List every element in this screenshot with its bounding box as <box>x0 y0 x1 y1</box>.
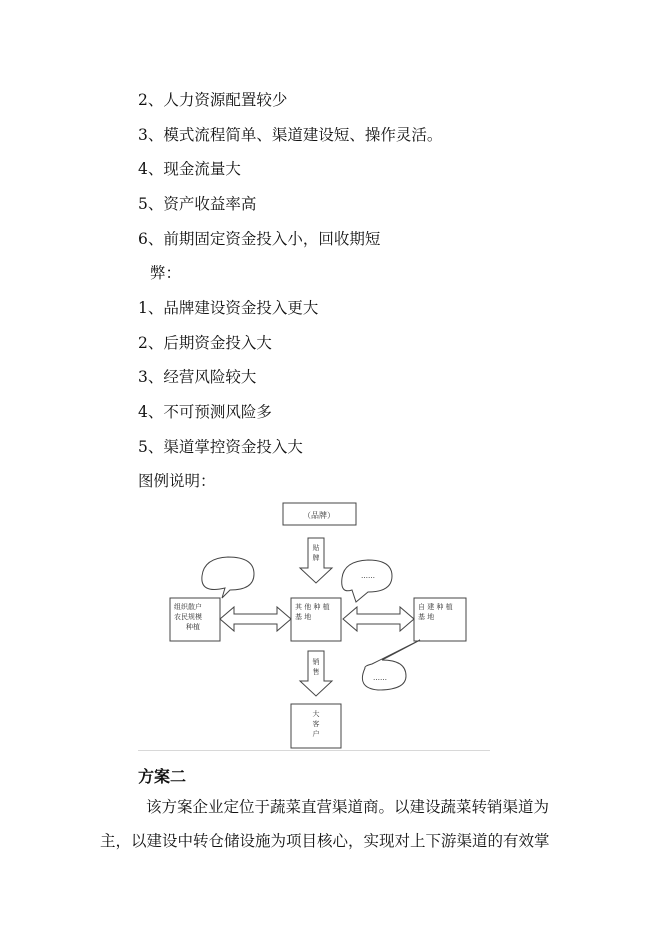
bubble-text: …… <box>373 674 387 682</box>
customer-box-line: 大 <box>312 710 320 718</box>
paragraph-line: 主，以建设中转仓储设施为项目核心，实现对上下游渠道的有效掌 <box>100 832 550 850</box>
paragraph <box>100 790 555 858</box>
list-item: 2、人力资源配置较少 <box>138 91 288 109</box>
divider <box>138 750 490 751</box>
list-item: 4、现金流量大 <box>138 160 241 178</box>
arrow-label: 售 <box>312 668 320 676</box>
arrow-label: 销 <box>312 658 320 666</box>
double-arrow-icon <box>343 607 414 631</box>
list-item: 3、模式流程简单、渠道建设短、操作灵活。 <box>138 126 443 144</box>
customer-box-line: 客 <box>312 720 320 728</box>
speech-bubble-icon <box>202 557 254 598</box>
left-box-line: 种植 <box>186 623 200 631</box>
arrow-label: 贴 <box>312 544 320 552</box>
list-item: 6、前期固定资金投入小，回收期短 <box>138 230 381 248</box>
right-box-line: 自 建 种 植 <box>418 603 453 611</box>
list-item: 2、后期资金投入大 <box>138 334 272 352</box>
speech-bubble-icon <box>362 640 420 690</box>
center-box-line: 基 地 <box>295 613 312 621</box>
list-item: 3、经营风险较大 <box>138 368 257 386</box>
left-box-line: 农民规模 <box>174 613 202 621</box>
section-title: 方案二 <box>138 767 187 786</box>
cons-heading: 弊： <box>150 264 182 282</box>
flow-diagram <box>160 498 500 754</box>
speech-bubble-icon <box>342 560 392 602</box>
arrow-label: 牌 <box>312 554 320 562</box>
double-arrow-icon <box>220 607 291 631</box>
list-item: 4、不可预测风险多 <box>138 403 272 421</box>
list-item: 5、资产收益率高 <box>138 195 257 213</box>
brand-box-label: （品牌） <box>303 511 335 520</box>
list-item: 1、品牌建设资金投入更大 <box>138 299 319 317</box>
center-box-line: 其 他 种 植 <box>295 603 330 611</box>
list-item: 5、渠道掌控资金投入大 <box>138 438 303 456</box>
right-box-line: 基 地 <box>418 613 435 621</box>
legend-label: 图例说明： <box>138 472 216 490</box>
bubble-text: …… <box>361 572 375 580</box>
paragraph-line: 该方案企业定位于蔬菜直营渠道商。以建设蔬菜转销渠道为 <box>146 798 550 816</box>
customer-box-line: 户 <box>312 730 320 738</box>
left-box-line: 组织散户 <box>174 603 202 611</box>
